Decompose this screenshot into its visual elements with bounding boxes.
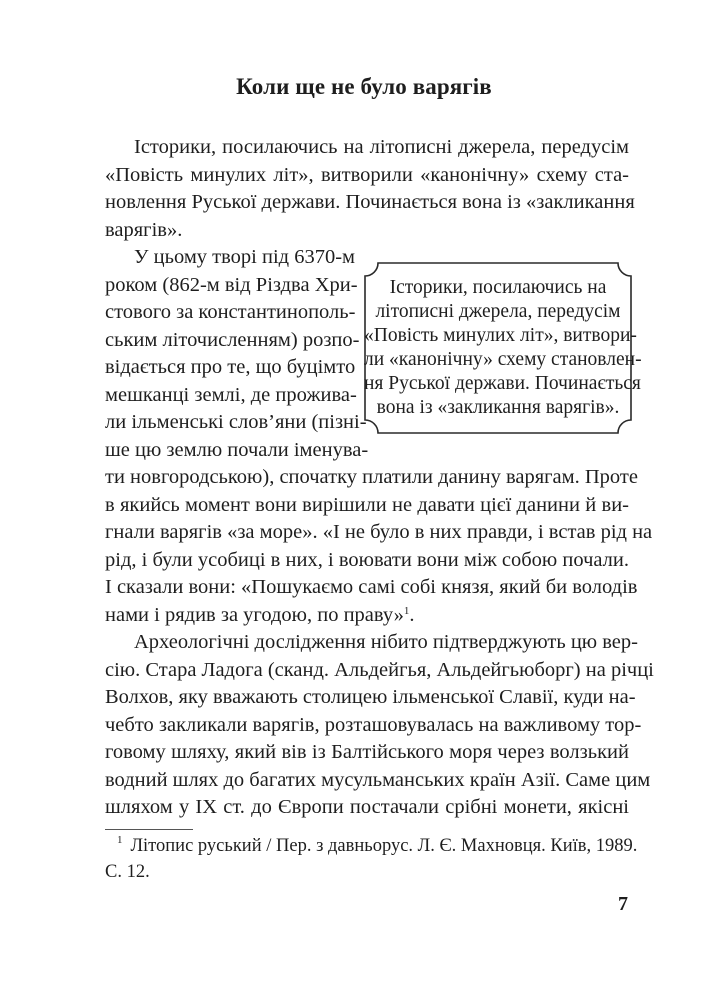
text-line: ти новгородською), спочатку платили данину варягам. Проте <box>105 466 638 488</box>
footnote-mark: 1 <box>117 834 123 846</box>
period: . <box>409 603 415 626</box>
pull-quote-line: «Повість минулих літ», витвори- <box>364 325 637 346</box>
pull-quote-line: літописні джерела, передусім <box>375 301 621 322</box>
text-line: У цьому творі під 6370-м <box>134 246 356 268</box>
text-line: говому шляху, який вів із Балтійського моря через волзький <box>105 741 629 763</box>
text-line: стового за константинополь- <box>105 301 356 323</box>
text-line-content: нами і рядив за угодою, по праву» <box>105 603 404 626</box>
pull-quote-box <box>364 262 642 434</box>
footnote-ref[interactable]: 1 <box>403 604 410 617</box>
text-line: Археологічні дослідження нібито підтверджують цю вер- <box>134 631 638 653</box>
pull-quote-line: ня Руської держави. Починається <box>364 373 641 394</box>
text-line: в якийсь момент вони вирішили не давати цієї данини й ви- <box>105 493 629 516</box>
text-line: І сказали вони: «Пошукаємо самі собі князя, який би володів <box>105 576 638 598</box>
text-line: ським літочисленням) розпо- <box>105 328 360 351</box>
text-line: шляхом у IX ст. до Європи постачали срібні монети, якісні <box>105 796 629 818</box>
text-line: ли ільменські слов’яни (пізні- <box>105 411 367 433</box>
pull-quote-line: ли «канонічну» схему становлен- <box>364 349 642 370</box>
text-line: чебто закликали варягів, розташовувалась на важливому тор- <box>105 713 642 736</box>
text-line: «Повість минулих літ», витворили «канонічну» схему ста- <box>105 163 629 186</box>
footnote-separator <box>105 829 193 830</box>
page-number: 7 <box>618 893 628 915</box>
text-line: відається про те, що буцімто <box>105 356 356 378</box>
text-line: новлення Руської держави. Починається вона із «закликання <box>105 191 635 213</box>
text-line: ше цю землю почали іменува- <box>105 438 369 461</box>
pull-quote-line: Історики, посилаючись на <box>389 277 607 298</box>
text-line: Історики, посилаючись на літописні джерела, передусім <box>134 136 629 158</box>
text-line: роком (862-м від Різдва Хри- <box>105 273 358 296</box>
text-line: гнали варягів «за море». «І не було в них правди, і встав рід на <box>105 521 653 543</box>
text-line <box>105 602 629 629</box>
text-line: варягів». <box>105 218 183 241</box>
footnote-line <box>117 834 638 859</box>
text-line: сію. Стара Ладога (сканд. Альдейгья, Альдейгьюборг) на річці <box>105 658 654 681</box>
text-line: рід, і були усобиці в них, і воювати вони між собою почали. <box>105 548 629 571</box>
text-line: водний шлях до багатих мусульманських країн Азії. Саме цим <box>105 768 651 791</box>
pull-quote-line: вона із «закликання варягів». <box>376 397 620 418</box>
text-line: Волхов, яку вважають столицею ільменської Славії, куди на- <box>105 686 636 708</box>
footnote-line: С. 12. <box>105 862 150 882</box>
chapter-title: Коли ще не було варягів <box>236 74 492 99</box>
text-line: мешканці землі, де прожива- <box>105 383 357 406</box>
footnote-text: Літопис руський / Пер. з давньорус. Л. Є. Махновця. Київ, 1989. <box>130 836 638 856</box>
